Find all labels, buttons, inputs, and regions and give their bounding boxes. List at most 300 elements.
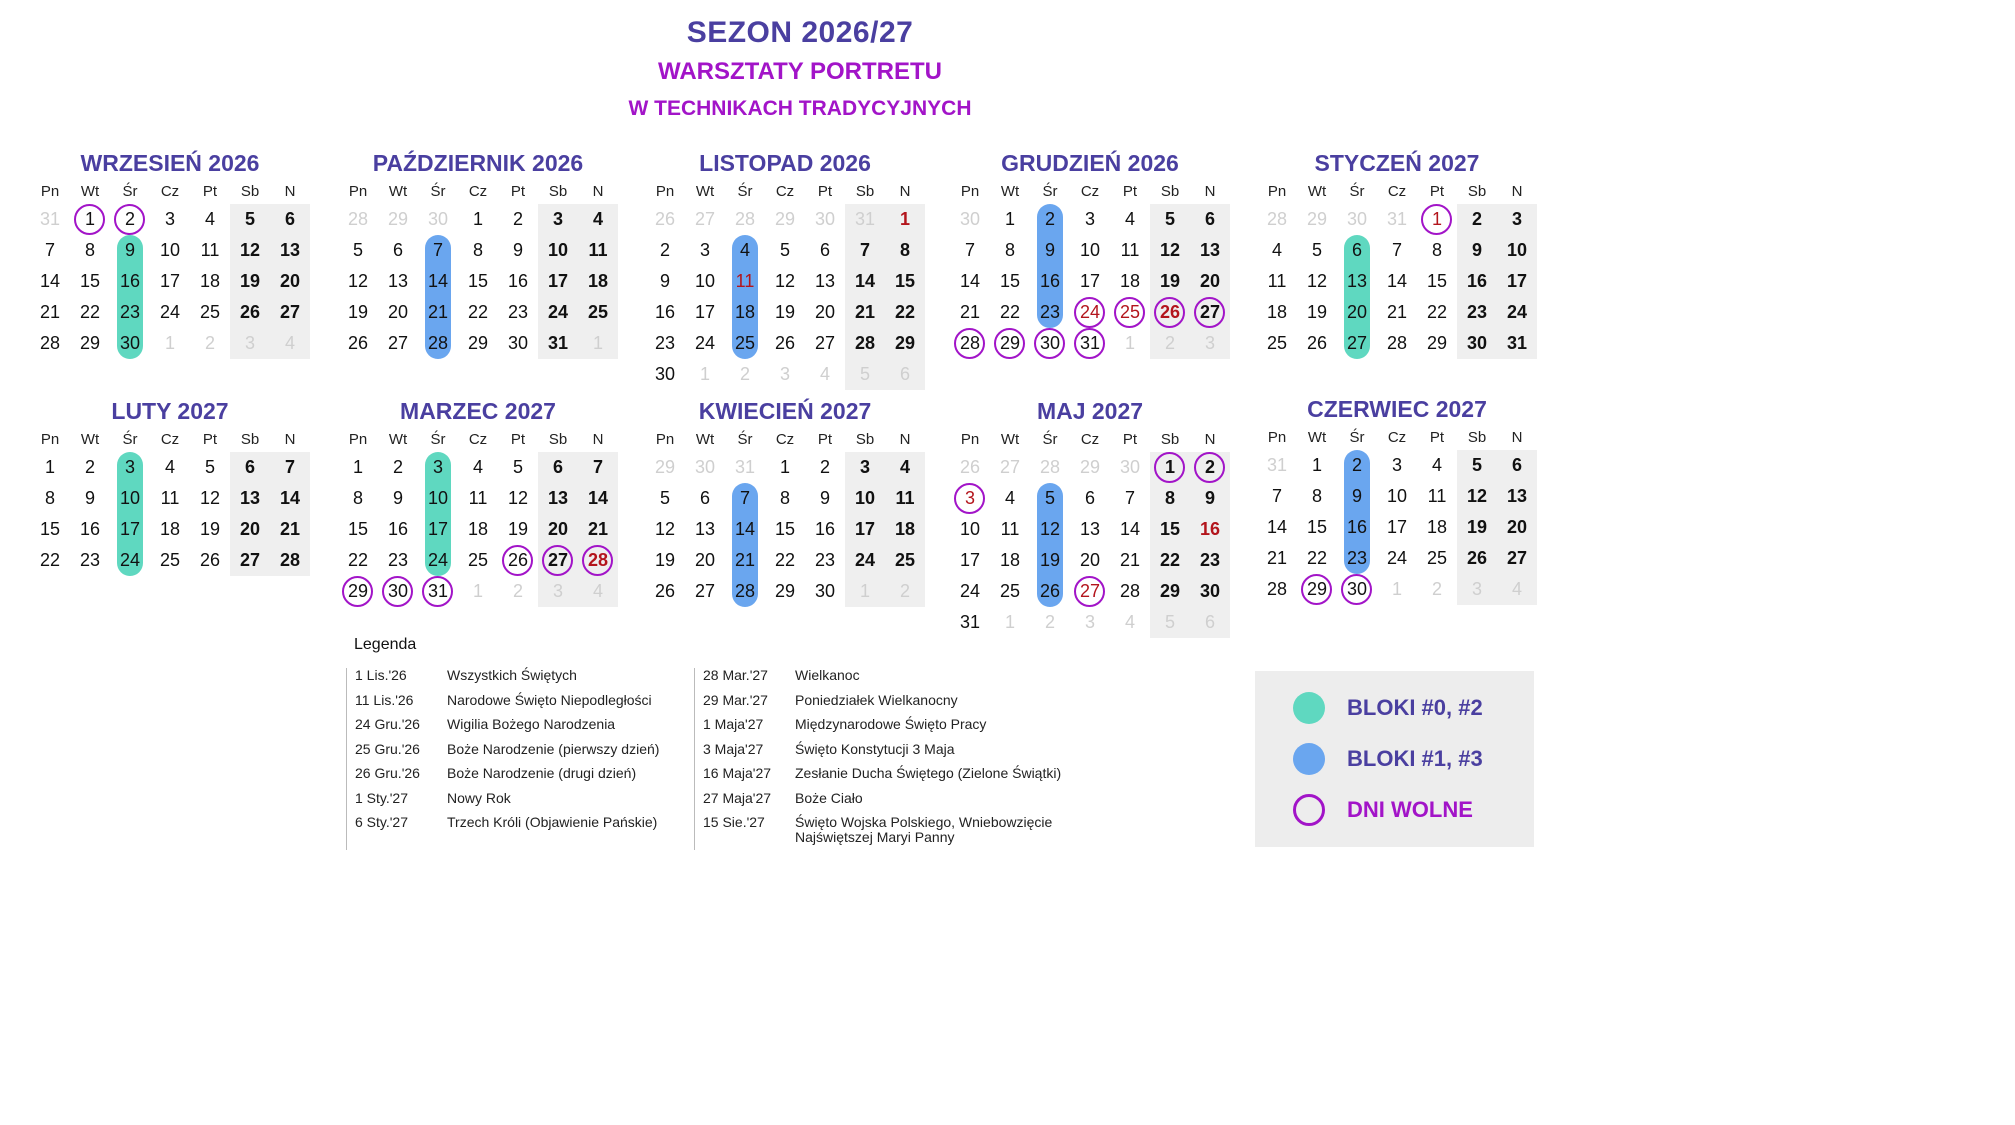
week-row xyxy=(950,328,1230,359)
day-cell: 11 xyxy=(1427,486,1447,506)
weekday-label: Sb xyxy=(855,183,875,200)
color-key xyxy=(1255,671,1534,847)
week-row xyxy=(1257,512,1537,543)
day-cell: 25 xyxy=(159,550,181,570)
day-cell: 8 xyxy=(1431,240,1442,260)
day-cell: 26 xyxy=(230,297,270,328)
day-cell: 17 xyxy=(538,266,578,297)
day-cell: 23 xyxy=(1030,297,1070,328)
day-cell: 22 xyxy=(774,550,796,570)
week-row xyxy=(338,266,618,297)
weekday-label: Cz xyxy=(1080,183,1100,200)
weekday-label: Pn xyxy=(348,431,368,448)
week-row xyxy=(338,545,618,576)
day-cell: 18 xyxy=(159,519,181,539)
day-cell: 25 xyxy=(578,297,618,328)
day-cell: 25 xyxy=(999,581,1021,601)
day-cell: 13 xyxy=(1079,519,1101,539)
day-cell: 30 xyxy=(1457,328,1497,359)
day-cell: 16 xyxy=(1457,266,1497,297)
day-cell: 3 xyxy=(538,204,578,235)
day-cell: 24 xyxy=(1386,548,1408,568)
week-row xyxy=(645,359,925,390)
day-cell: 2 xyxy=(1337,450,1377,481)
day-cell: 29 xyxy=(885,328,925,359)
key-item-days-off xyxy=(1293,793,1473,827)
day-cell: 12 xyxy=(1306,271,1328,291)
weekday-label: Pn xyxy=(655,431,675,448)
week-row xyxy=(950,452,1230,483)
legend-column-right xyxy=(694,668,1115,850)
month-title: CZERWIEC 2027 xyxy=(1307,396,1487,422)
day-cell: 23 xyxy=(814,550,836,570)
holiday-name: Boże Narodzenie (pierwszy dzień) xyxy=(447,740,660,757)
holiday-name: Wielkanoc xyxy=(795,667,860,683)
day-cell: 1 xyxy=(1311,455,1322,475)
day-cell: 10 xyxy=(1497,235,1537,266)
day-cell: 4 xyxy=(1271,240,1282,260)
weekday-header xyxy=(1257,426,1537,450)
day-cell: 29 xyxy=(1150,576,1190,607)
adjacent-month-day: 30 xyxy=(427,209,449,229)
day-cell: 16 xyxy=(110,266,150,297)
day-cell: 10 xyxy=(694,271,716,291)
day-cell: 1 xyxy=(779,457,790,477)
day-cell: 8 xyxy=(84,240,95,260)
day-cell: 23 xyxy=(1337,543,1377,574)
week-row xyxy=(338,483,618,514)
day-cell: 7 xyxy=(1124,488,1135,508)
day-cell: 10 xyxy=(1386,486,1408,506)
holiday-date: 27 Maja'27 xyxy=(703,789,772,806)
day-cell: 20 xyxy=(387,302,409,322)
day-cell: 14 xyxy=(845,266,885,297)
day-cell: 22 xyxy=(467,302,489,322)
day-cell: 23 xyxy=(1190,545,1230,576)
weekday-header xyxy=(950,428,1230,452)
day-cell: 6 xyxy=(699,488,710,508)
weekday-header xyxy=(338,428,618,452)
week-row xyxy=(645,266,925,297)
adjacent-month-day: 27 xyxy=(694,209,716,229)
week-row xyxy=(30,235,310,266)
day-cell: 15 xyxy=(39,519,61,539)
weekday-label: Pt xyxy=(510,183,526,200)
weekday-label: Cz xyxy=(160,183,180,200)
key-item-teal-blocks xyxy=(1293,691,1483,725)
weekday-header xyxy=(645,180,925,204)
day-cell: 4 xyxy=(472,457,483,477)
week-row xyxy=(1257,235,1537,266)
adjacent-month-day: 2 xyxy=(204,333,215,353)
adjacent-month-day: 31 xyxy=(1386,209,1408,229)
weekday-label: Pt xyxy=(817,183,833,200)
day-cell: 3 xyxy=(699,240,710,260)
day-cell: 9 xyxy=(1457,235,1497,266)
day-cell: 6 xyxy=(392,240,403,260)
day-cell: 2 xyxy=(392,457,403,477)
day-cell: 13 xyxy=(270,235,310,266)
day-cell: 17 xyxy=(1497,266,1537,297)
weekday-label: Pt xyxy=(1122,183,1138,200)
holiday-name: Narodowe Święto Niepodległości xyxy=(447,691,652,708)
weekday-label: Pn xyxy=(655,183,675,200)
day-cell: 19 xyxy=(507,519,529,539)
week-row xyxy=(950,576,1230,607)
day-cell: 6 xyxy=(230,452,270,483)
day-cell: 9 xyxy=(110,235,150,266)
day-cell: 20 xyxy=(1079,550,1101,570)
day-cell: 11 xyxy=(160,488,180,508)
day-cell: 2 xyxy=(1190,452,1230,483)
day-cell: 6 xyxy=(1337,235,1377,266)
day-cell: 4 xyxy=(578,204,618,235)
day-cell: 18 xyxy=(725,297,765,328)
adjacent-month-day: 29 xyxy=(387,209,409,229)
day-cell: 21 xyxy=(845,297,885,328)
day-cell: 13 xyxy=(1190,235,1230,266)
weekday-label: Cz xyxy=(1080,431,1100,448)
day-cell: 26 xyxy=(654,581,676,601)
day-cell: 14 xyxy=(578,483,618,514)
day-cell: 4 xyxy=(204,209,215,229)
key-label: BLOKI #1, #3 xyxy=(1347,746,1483,771)
key-label: DNI WOLNE xyxy=(1347,797,1473,822)
day-cell: 14 xyxy=(725,514,765,545)
weekday-label: Śr xyxy=(1349,183,1365,200)
weekday-label: Wt xyxy=(1307,183,1327,200)
day-cell: 16 xyxy=(79,519,101,539)
day-cell: 15 xyxy=(1426,271,1448,291)
weekday-label: Pt xyxy=(1122,431,1138,448)
day-cell: 8 xyxy=(352,488,363,508)
week-row xyxy=(645,235,925,266)
week-row xyxy=(30,297,310,328)
weekday-label: Śr xyxy=(737,431,753,448)
day-cell: 9 xyxy=(1190,483,1230,514)
day-cell: 17 xyxy=(1079,271,1101,291)
holiday-name: Boże Ciało xyxy=(795,789,863,806)
holiday-date: 24 Gru.'26 xyxy=(355,716,420,732)
day-cell: 26 xyxy=(199,550,221,570)
day-cell: 12 xyxy=(1150,235,1190,266)
day-cell: 24 xyxy=(538,297,578,328)
day-cell: 30 xyxy=(814,581,836,601)
ring-icon xyxy=(1293,794,1325,826)
adjacent-month-day: 5 xyxy=(845,359,885,390)
day-cell: 1 xyxy=(1150,452,1190,483)
adjacent-month-day: 1 xyxy=(164,333,175,353)
day-cell: 31 xyxy=(418,576,458,607)
day-cell: 7 xyxy=(578,452,618,483)
week-row xyxy=(645,545,925,576)
day-cell: 15 xyxy=(1150,514,1190,545)
day-cell: 26 xyxy=(1457,543,1497,574)
day-cell: 23 xyxy=(79,550,101,570)
adjacent-month-day: 6 xyxy=(1190,607,1230,638)
adjacent-month-day: 1 xyxy=(578,328,618,359)
day-cell: 28 xyxy=(270,545,310,576)
month-title: GRUDZIEŃ 2026 xyxy=(1001,150,1179,176)
adjacent-month-day: 31 xyxy=(39,209,61,229)
weekday-header xyxy=(1257,180,1537,204)
month-calendar xyxy=(338,396,618,607)
weekday-label: Śr xyxy=(737,183,753,200)
month-title: KWIECIEŃ 2027 xyxy=(698,398,872,424)
holiday-name: Nowy Rok xyxy=(447,789,511,806)
day-cell: 20 xyxy=(230,514,270,545)
day-cell: 17 xyxy=(1386,517,1408,537)
day-cell: 27 xyxy=(1070,576,1110,607)
day-cell: 6 xyxy=(1497,450,1537,481)
day-cell: 9 xyxy=(84,488,95,508)
day-cell: 24 xyxy=(845,545,885,576)
weekday-label: Sb xyxy=(1467,183,1487,200)
day-cell: 26 xyxy=(774,333,796,353)
day-cell: 18 xyxy=(1426,517,1448,537)
weekday-label: Pn xyxy=(348,183,368,200)
legend-row xyxy=(703,791,1115,816)
day-cell: 7 xyxy=(44,240,55,260)
weekday-label: Pn xyxy=(40,431,60,448)
day-cell: 25 xyxy=(885,545,925,576)
day-cell: 1 xyxy=(1004,209,1015,229)
day-cell: 31 xyxy=(1070,328,1110,359)
week-row xyxy=(30,328,310,359)
holiday-date: 16 Maja'27 xyxy=(703,765,772,781)
day-cell: 10 xyxy=(959,519,981,539)
weekday-label: N xyxy=(592,183,604,200)
week-row xyxy=(1257,574,1537,605)
weekday-label: Pn xyxy=(1267,429,1287,446)
month-calendar xyxy=(338,148,618,359)
day-cell: 5 xyxy=(1030,483,1070,514)
adjacent-month-day: 2 xyxy=(739,364,750,384)
day-cell: 12 xyxy=(507,488,529,508)
day-cell: 29 xyxy=(990,328,1030,359)
adjacent-month-day: 28 xyxy=(1039,457,1061,477)
day-cell: 27 xyxy=(270,297,310,328)
holiday-name: Poniedziałek Wielkanocny xyxy=(795,691,958,708)
adjacent-month-day: 31 xyxy=(1266,455,1288,475)
day-cell: 7 xyxy=(418,235,458,266)
day-cell: 28 xyxy=(1386,333,1408,353)
weekday-label: Śr xyxy=(122,431,138,448)
day-cell: 30 xyxy=(1337,574,1377,605)
day-cell: 9 xyxy=(1337,481,1377,512)
day-cell: 13 xyxy=(387,271,409,291)
day-cell: 5 xyxy=(204,457,215,477)
day-cell: 21 xyxy=(725,545,765,576)
day-cell: 14 xyxy=(1266,517,1288,537)
weekday-label: N xyxy=(1204,183,1216,200)
day-cell: 24 xyxy=(1070,297,1110,328)
day-cell: 3 xyxy=(1084,209,1095,229)
day-cell: 10 xyxy=(159,240,181,260)
day-cell: 21 xyxy=(1386,302,1408,322)
day-cell: 6 xyxy=(1190,204,1230,235)
day-cell: 23 xyxy=(654,333,676,353)
day-cell: 17 xyxy=(845,514,885,545)
weekday-label: Pt xyxy=(1429,183,1445,200)
day-cell: 2 xyxy=(1457,204,1497,235)
day-cell: 21 xyxy=(1266,548,1288,568)
day-cell: 22 xyxy=(1426,302,1448,322)
adjacent-month-day: 3 xyxy=(1190,328,1230,359)
day-cell: 17 xyxy=(159,271,181,291)
weekday-label: Wt xyxy=(1000,431,1020,448)
day-cell: 17 xyxy=(418,514,458,545)
week-row xyxy=(645,297,925,328)
day-cell: 12 xyxy=(230,235,270,266)
day-cell: 31 xyxy=(538,328,578,359)
day-cell: 16 xyxy=(654,302,676,322)
day-cell: 1 xyxy=(352,457,363,477)
weekday-label: N xyxy=(899,183,911,200)
day-cell: 30 xyxy=(507,333,529,353)
adjacent-month-day: 1 xyxy=(1124,333,1135,353)
day-cell: 9 xyxy=(819,488,830,508)
day-cell: 19 xyxy=(1030,545,1070,576)
day-cell: 13 xyxy=(694,519,716,539)
weekday-header xyxy=(338,180,618,204)
adjacent-month-day: 4 xyxy=(1124,612,1135,632)
adjacent-month-day: 3 xyxy=(779,364,790,384)
holiday-date: 28 Mar.'27 xyxy=(703,667,768,683)
day-cell: 18 xyxy=(467,519,489,539)
day-cell: 10 xyxy=(418,483,458,514)
weekday-label: Sb xyxy=(1467,429,1487,446)
weekday-label: Wt xyxy=(695,431,715,448)
weekday-label: N xyxy=(1511,429,1523,446)
day-cell: 12 xyxy=(1030,514,1070,545)
day-cell: 27 xyxy=(538,545,578,576)
day-cell: 16 xyxy=(1030,266,1070,297)
day-cell: 4 xyxy=(1004,488,1015,508)
day-cell: 26 xyxy=(1030,576,1070,607)
day-cell: 30 xyxy=(654,364,676,384)
weekday-label: Cz xyxy=(1387,183,1407,200)
weekday-label: Wt xyxy=(80,183,100,200)
day-cell: 1 xyxy=(885,204,925,235)
week-row xyxy=(1257,266,1537,297)
day-cell: 24 xyxy=(159,302,181,322)
day-cell: 25 xyxy=(1110,297,1150,328)
adjacent-month-day: 27 xyxy=(999,457,1021,477)
month-title: LISTOPAD 2026 xyxy=(699,150,871,176)
day-cell: 5 xyxy=(1150,204,1190,235)
day-cell: 30 xyxy=(378,576,418,607)
adjacent-month-day: 31 xyxy=(734,457,756,477)
day-cell: 29 xyxy=(1297,574,1337,605)
day-cell: 12 xyxy=(347,271,369,291)
adjacent-month-day: 4 xyxy=(270,328,310,359)
week-row xyxy=(30,545,310,576)
day-cell: 31 xyxy=(1497,328,1537,359)
adjacent-month-day: 3 xyxy=(1084,612,1095,632)
adjacent-month-day: 30 xyxy=(959,209,981,229)
day-cell: 10 xyxy=(538,235,578,266)
month-title: LUTY 2027 xyxy=(111,398,229,424)
month-calendar xyxy=(1257,148,1537,359)
weekday-header xyxy=(30,428,310,452)
month-title: STYCZEŃ 2027 xyxy=(1314,150,1480,176)
week-row xyxy=(338,328,618,359)
holiday-date: 29 Mar.'27 xyxy=(703,691,768,708)
adjacent-month-day: 28 xyxy=(347,209,369,229)
day-cell: 25 xyxy=(1426,548,1448,568)
day-cell: 15 xyxy=(79,271,101,291)
day-cell: 27 xyxy=(694,581,716,601)
day-cell: 23 xyxy=(507,302,529,322)
weekday-label: N xyxy=(1204,431,1216,448)
day-cell: 5 xyxy=(659,488,670,508)
weekday-label: Cz xyxy=(468,431,488,448)
day-cell: 11 xyxy=(1267,271,1287,291)
adjacent-month-day: 29 xyxy=(1079,457,1101,477)
weekday-label: Wt xyxy=(80,431,100,448)
day-cell: 20 xyxy=(1190,266,1230,297)
legend-row xyxy=(703,766,1115,791)
day-cell: 28 xyxy=(725,576,765,607)
day-cell: 16 xyxy=(1337,512,1377,543)
day-cell: 28 xyxy=(578,545,618,576)
legend-row xyxy=(703,717,1115,742)
day-cell: 25 xyxy=(1266,333,1288,353)
holiday-name: Zesłanie Ducha Świętego (Zielone Świątki) xyxy=(795,765,1062,781)
day-cell: 1 xyxy=(1417,204,1457,235)
week-row xyxy=(645,204,925,235)
weekday-label: Wt xyxy=(388,183,408,200)
adjacent-month-day: 5 xyxy=(1150,607,1190,638)
adjacent-month-day: 28 xyxy=(1266,209,1288,229)
day-cell: 17 xyxy=(694,302,716,322)
weekday-label: Pn xyxy=(1267,183,1287,200)
day-cell: 13 xyxy=(230,483,270,514)
legend-row xyxy=(703,668,1115,693)
day-cell: 4 xyxy=(164,457,175,477)
weekday-label: N xyxy=(284,431,296,448)
week-row xyxy=(1257,450,1537,481)
day-cell: 22 xyxy=(1306,548,1328,568)
day-cell: 30 xyxy=(1190,576,1230,607)
day-cell: 3 xyxy=(110,452,150,483)
day-cell: 22 xyxy=(347,550,369,570)
adjacent-month-day: 29 xyxy=(1306,209,1328,229)
day-cell: 12 xyxy=(1457,481,1497,512)
day-cell: 10 xyxy=(110,483,150,514)
day-cell: 21 xyxy=(1119,550,1141,570)
day-cell: 5 xyxy=(230,204,270,235)
weekday-label: Wt xyxy=(1307,429,1327,446)
adjacent-month-day: 2 xyxy=(1150,328,1190,359)
day-cell: 14 xyxy=(1119,519,1141,539)
day-cell: 28 xyxy=(39,333,61,353)
adjacent-month-day: 1 xyxy=(472,581,483,601)
day-cell: 1 xyxy=(70,204,110,235)
weekday-header xyxy=(950,180,1230,204)
day-cell: 20 xyxy=(694,550,716,570)
day-cell: 9 xyxy=(512,240,523,260)
day-cell: 9 xyxy=(1030,235,1070,266)
day-cell: 27 xyxy=(1497,543,1537,574)
day-cell: 30 xyxy=(110,328,150,359)
holiday-legend xyxy=(346,632,1146,862)
weekday-label: Sb xyxy=(1160,431,1180,448)
adjacent-month-day: 3 xyxy=(230,328,270,359)
day-cell: 16 xyxy=(1190,514,1230,545)
weekday-label: Sb xyxy=(855,431,875,448)
